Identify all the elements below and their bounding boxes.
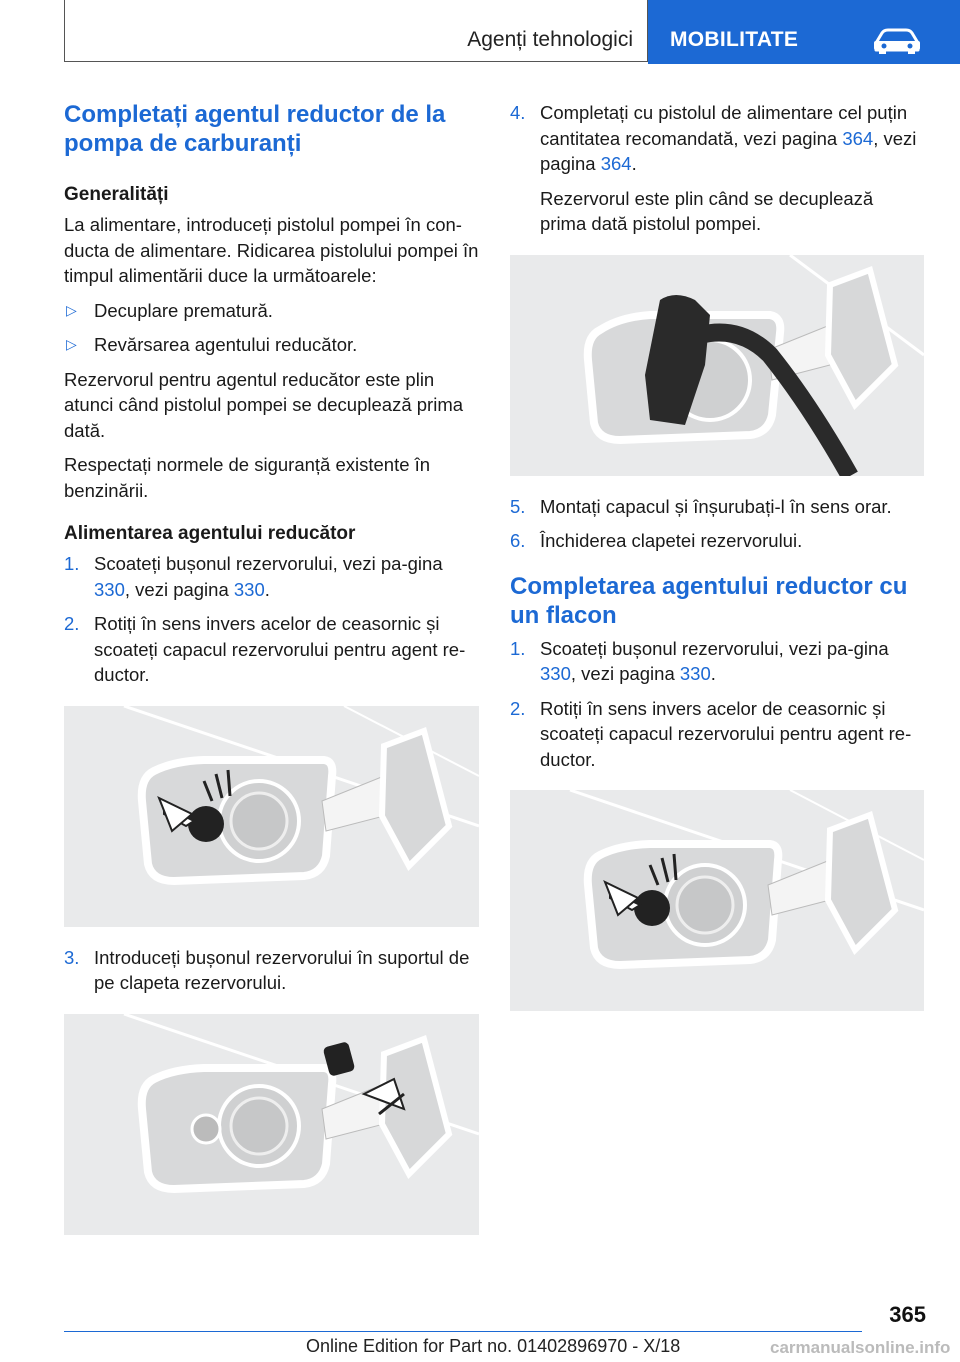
illustration-fuel-flap-cap-arrow-2: [510, 790, 924, 1011]
bottle-step-2: 2. Rotiți în sens invers acelor de ceasornic și scoateți capacul rezervorului pentru agent re-ductor.: [510, 697, 912, 770]
step-4: 4. Completați cu pistolul de alimentare cel puțin cantitatea recomandată, vezi pagina 364, vezi pagina 364.: [510, 102, 917, 174]
page-link[interactable]: 330: [540, 663, 571, 684]
step-1: 1. Scoateți bușonul rezervorului, vezi pa-gina 330, vezi pagina 330.: [64, 553, 443, 600]
illustration-fuel-flap-cap-arrow: [64, 706, 479, 927]
illustration-pump-nozzle: [510, 255, 924, 476]
page-header: [64, 0, 960, 64]
page-number: 365: [889, 1302, 926, 1327]
car-icon: [872, 28, 922, 54]
step-5: 5. Montați capacul și înșurubați-l în sens orar.: [510, 495, 892, 517]
section-tab: [64, 0, 648, 62]
section-heading-2: Completarea agentului reductor cu un flacon: [510, 572, 908, 629]
general-paragraph: La alimentare, introduceți pistolul pompei în con-ducta de alimentare. Ridicarea pistolului pompei în timpul alimentării duce la următoarele:: [64, 214, 479, 286]
right-column: [510, 100, 924, 1029]
bullet-item: ▷ Revărsarea agentului reducător.: [64, 332, 479, 358]
bullet-item: ▷ Decuplare prematură.: [64, 298, 479, 324]
step-3: 3. Introduceți bușonul rezervorului în suportul de pe clapeta rezervorului.: [64, 946, 470, 993]
edition-label: Online Edition for Part no. 01402896970 - X/18: [306, 1336, 681, 1356]
step-6: 6. Închiderea clapetei rezervorului.: [510, 530, 803, 551]
bottle-step-1: 1. Scoateți bușonul rezervorului, vezi pa-gina 330, vezi pagina 330.: [510, 637, 889, 684]
left-column: [64, 100, 479, 1253]
page-link[interactable]: 330: [679, 663, 711, 684]
page-link[interactable]: 364: [842, 127, 874, 149]
illustration-cap-in-holder: [64, 1014, 479, 1235]
safety-paragraph: Respectați normele de siguranță existente în benzinării.: [64, 454, 431, 501]
step-2: 2. Rotiți în sens invers acelor de ceasornic și scoateți capacul rezervorului pentru agent re-ductor.: [64, 613, 466, 685]
page-link[interactable]: 330: [233, 578, 265, 600]
chapter-title: MOBILITATE: [670, 28, 799, 51]
footer-divider: [64, 1331, 862, 1332]
page-link[interactable]: 364: [600, 153, 632, 174]
chapter-tab[interactable]: [648, 0, 960, 64]
page-link[interactable]: 330: [94, 578, 125, 600]
full-paragraph: Rezervorul pentru agentul reducător este plin atunci când pistolul pompei se decuplează prima dată.: [64, 368, 464, 441]
general-heading: Generalități: [64, 184, 169, 205]
section-heading: Completați agentul reductor de la pompa de carburanți: [64, 101, 446, 157]
triangle-bullet-icon: ▷: [66, 301, 77, 318]
step4-note: Rezervorul este plin când se decuplează prima dată pistolul pompei.: [540, 187, 874, 234]
watermark-logo: carmanualsonline.info: [770, 1338, 951, 1357]
section-title: Agenți tehnologici: [467, 28, 633, 51]
refuel-heading: Alimentarea agentului reducător: [64, 523, 356, 544]
triangle-bullet-icon: ▷: [66, 336, 77, 352]
